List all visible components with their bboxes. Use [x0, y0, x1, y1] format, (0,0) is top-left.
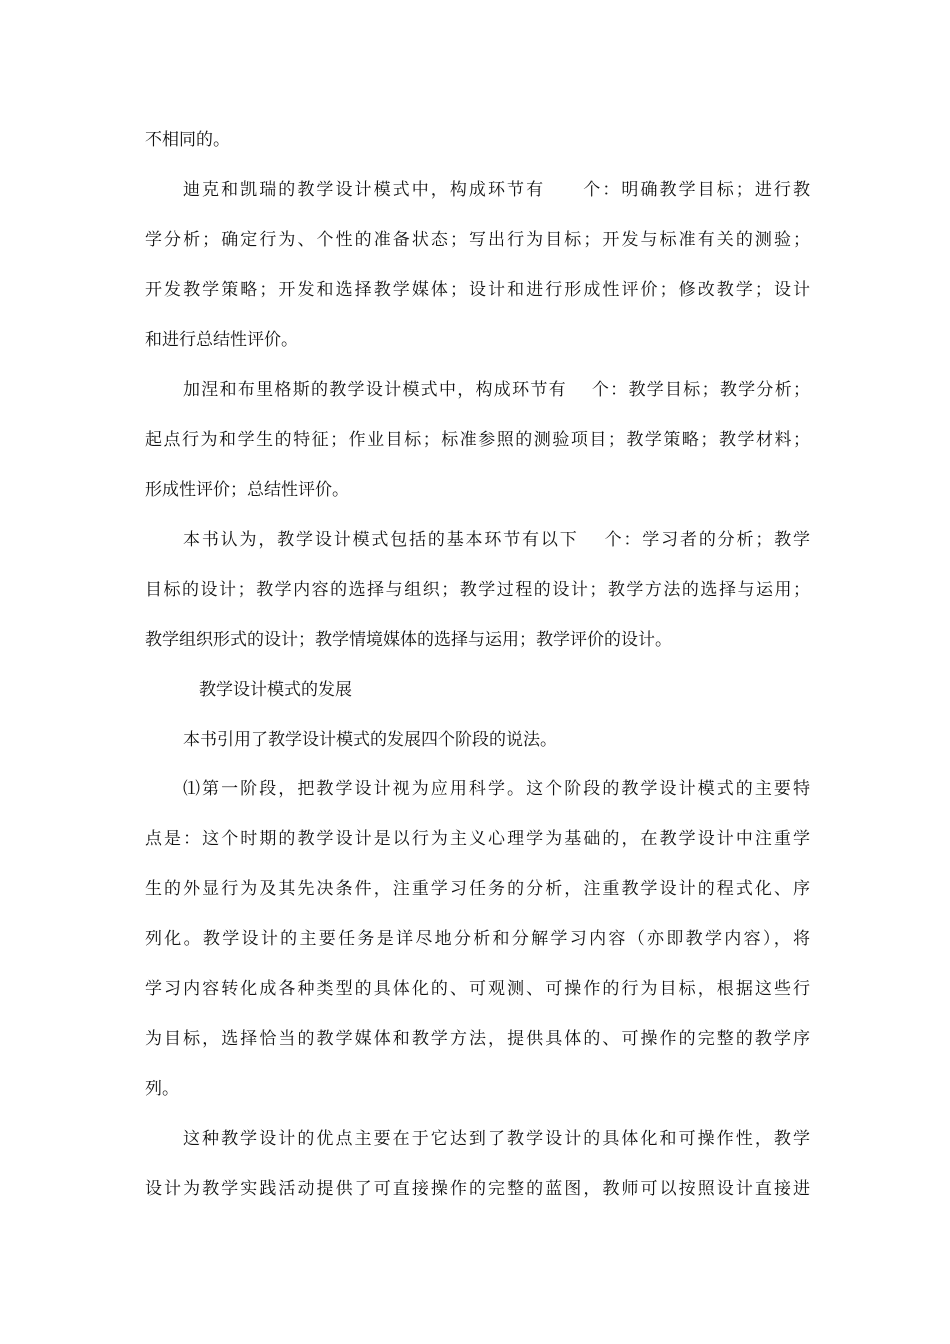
paragraph-line: 形成性评价；总结性评价。 [145, 480, 349, 500]
paragraph-line: ⑴第一阶段，把教学设计视为应用科学。这个阶段的教学设计模式的主要特 [183, 779, 810, 799]
paragraph-line: 和进行总结性评价。 [145, 330, 298, 350]
paragraph-line: 本书引用了教学设计模式的发展四个阶段的说法。 [183, 730, 557, 750]
paragraph-line: 生的外显行为及其先决条件，注重学习任务的分析，注重教学设计的程式化、序 [145, 879, 810, 899]
section-heading: 教学设计模式的发展 [199, 680, 352, 700]
paragraph-line: 列。 [145, 1079, 179, 1099]
paragraph-line: 迪克和凯瑞的教学设计模式中，构成环节有 个：明确教学目标；进行教 [183, 180, 810, 200]
paragraph-line: 本书认为，教学设计模式包括的基本环节有以下 个：学习者的分析；教学 [183, 530, 810, 550]
paragraph-line: 目标的设计；教学内容的选择与组织；教学过程的设计；教学方法的选择与运用； [145, 580, 810, 600]
paragraph-line: 列化。教学设计的主要任务是详尽地分析和分解学习内容（亦即教学内容），将 [145, 929, 810, 949]
paragraph-line: 点是：这个时期的教学设计是以行为主义心理学为基础的，在教学设计中注重学 [145, 829, 810, 849]
paragraph-line: 学习内容转化成各种类型的具体化的、可观测、可操作的行为目标，根据这些行 [145, 979, 810, 999]
paragraph-line: 这种教学设计的优点主要在于它达到了教学设计的具体化和可操作性，教学 [183, 1129, 810, 1149]
paragraph-line: 起点行为和学生的特征；作业目标；标准参照的测验项目；教学策略；教学材料； [145, 430, 810, 450]
paragraph-line: 学分析；确定行为、个性的准备状态；写出行为目标；开发与标准有关的测验； [145, 230, 810, 250]
paragraph-line: 不相同的。 [145, 130, 230, 150]
paragraph-line: 加涅和布里格斯的教学设计模式中，构成环节有 个：教学目标；教学分析； [183, 380, 810, 400]
paragraph-line: 设计为教学实践活动提供了可直接操作的完整的蓝图，教师可以按照设计直接进 [145, 1179, 810, 1199]
paragraph-line: 教学组织形式的设计；教学情境媒体的选择与运用；教学评价的设计。 [145, 630, 672, 650]
paragraph-line: 为目标，选择恰当的教学媒体和教学方法，提供具体的、可操作的完整的教学序 [145, 1029, 810, 1049]
paragraph-line: 开发教学策略；开发和选择教学媒体；设计和进行形成性评价；修改教学；设计 [145, 280, 810, 300]
